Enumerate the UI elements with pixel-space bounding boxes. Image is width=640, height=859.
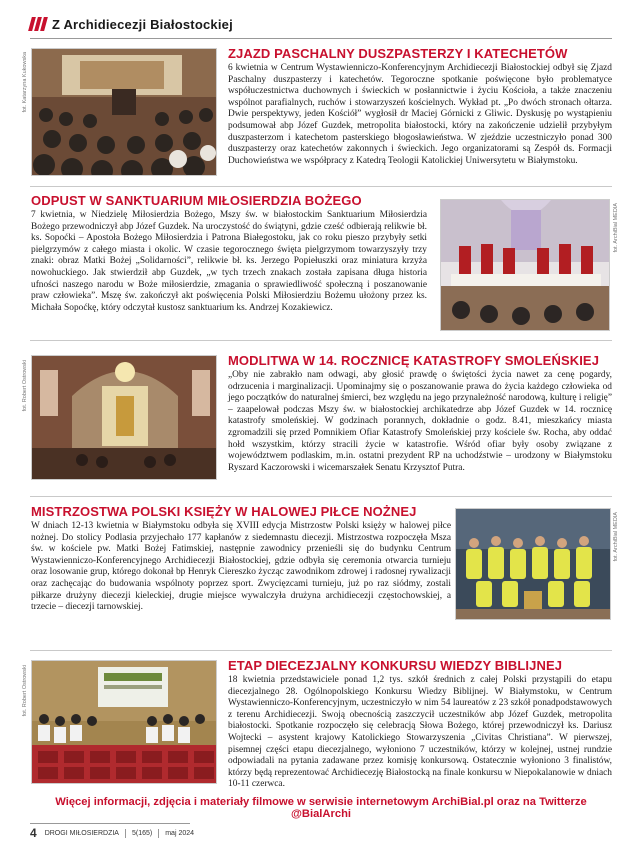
article-4-photo <box>455 508 611 620</box>
article-2-photo <box>440 199 610 331</box>
article-3-body: „Oby nie zabrakło nam odwagi, aby głosić prawdę o świętości życia nawet za cenę pogardy, odrzucenia i marginalizacji. Upominajmy się o poszanowanie prawa do życia każdego człowieka od jego początków do naturalnej śmierci, bez względu na jego przynależność narodową, kulturę i religię” – zaapelował podczas Mszy św. w białostockiej archikatedrze abp Józef Guzdek w 14. rocznicę katastrofy smoleńskiej. W godzinach porannych, dokładnie o godz. 8.41, mieszkańcy miasta zgromadzili się przed Pomnikiem Ofiar Katastrofy Smoleńskiej przy kościele św. Rocha, aby oddać hołd wszystkim, którzy stracili życie w katastrofie. Wśród ofiar były osoby związane z województwem podlaskim, m.in. ostatni prezydent RP na uchodźstwie – urodzony w Białymstoku Ryszard Kaczorowski i wicemarszałek Senatu Krzysztof Putra. <box>228 370 612 473</box>
article-divider <box>30 186 612 187</box>
article-2-title: ODPUST W SANKTUARIUM MIŁOSIERDZIA BOŻEGO <box>31 193 362 208</box>
photo-credit-3: fot. Robert Ostrowski <box>22 360 28 412</box>
issue-date: maj 2024 <box>165 829 195 837</box>
photo-credit-1: fot. Katarzyna Kukowska <box>22 52 28 113</box>
footer-divider <box>30 823 190 824</box>
footer-separator <box>158 829 159 838</box>
article-5-title: ETAP DIECEZJALNY KONKURSU WIEDZY BIBLIJNEJ <box>228 658 563 673</box>
article-1-title: ZJAZD PASCHALNY DUSZPASTERZY I KATECHETÓW <box>228 46 568 61</box>
photo-credit-5: fot. Robert Ostrowski <box>22 665 28 717</box>
article-3-photo <box>31 355 217 480</box>
article-4-title: MISTRZOSTWA POLSKI KSIĘŻY W HALOWEJ PIŁCE NOŻNEJ <box>31 504 417 519</box>
article-2-body: 7 kwietnia, w Niedzielę Miłosierdzia Bożego, Mszy św. w białostockim Sanktuarium Miłosierdzia Bożego przewodniczył abp Józef Guzdek. Na uroczystość do świątyni, gdzie cześć odbierają relikwie bł. ks. Sopoćki – Apostoła Bożego Miłosierdzia i Patrona Białegostoku, jak co roku pieszo przybyły setki pielgrzymów z całego miasta i okolic. W czasie tegorocznego święta pielgrzymom towarzyszyły trzy znaki: obraz Matki Bożej „Solidarności”, relikwie bł. ks. Jerzego Popiełuszki oraz miniatura krzyża nowohuckiego. Jak stwierdził abp Guzdek, „w tych trzech znakach została zapisana długa historia ufności naszego narodu w Boże miłosierdzie, zmagania o sprawiedliwość społeczną i poszanowanie praw człowieka”. Mszę św. zakończył akt poświęcenia Polski Miłosierdziu Bożemu ułożony przez ks. Michała Sopoćkę, który odczytał kustosz sanktuarium ks. Andrzej Kozakiewicz. <box>31 210 427 313</box>
footer-separator <box>125 829 126 838</box>
photo-credit-4: fot. ArchiBial MEDIA <box>613 512 619 562</box>
issue-number: 5(165) <box>131 829 153 837</box>
page-footer <box>30 826 194 840</box>
article-divider <box>30 650 612 651</box>
page-number: 4 <box>30 826 37 840</box>
article-1-body: 6 kwietnia w Centrum Wystawienniczo-Konferencyjnym Archidiecezji Białostockiej odbył się Zjazd Paschalny duszpasterzy i katechetów. Tegoroczne spotkanie poświęcone było problematyce współuczestnictwa duchownych i świeckich w posłannictwie i życiu Kościoła, a także znaczeniu wspólnot parafialnych, ruchów i stowarzyszeń kościelnych. Wykład pt. „Po dwóch stronach ołtarza. Dwie perspektywy, jeden Kościół” wygłosił dr Maciej Górnicki z Gliwic. Dyskusję po wystąpieniu podsumował abp Józef Guzdek, metropolita białostocki, który na zakończenie udzielił przybyłym duszpasterzom i katechetom pasterskiego błogosławieństwa. W zjeździe uczestniczyło ponad 300 duszpasterzy oraz katechetów zakonnych i świeckich. Jego organizatorami są Zespół ds. Formacji Duchowieństwa we współpracy z Katedrą Teologii Katolickiej Uniwersytetu w Białymstoku. <box>228 63 612 166</box>
article-5-photo <box>31 660 217 784</box>
article-3-title: MODLITWA W 14. ROCZNICĘ KATASTROFY SMOLEŃSKIEJ <box>228 353 600 368</box>
photo-credit-2: fot. ArchiBial MEDIA <box>613 203 619 253</box>
more-info-banner: Więcej informacji, zdjęcia i materiały filmowe w serwisie internetowym ArchiBial.pl oraz na Twitterze @BialArchi <box>55 796 587 820</box>
magazine-name: DROGI MIŁOSIERDZIA <box>44 829 119 837</box>
article-4-body: W dniach 12-13 kwietnia w Białymstoku odbyła się XVIII edycja Mistrzostw Polski księży w halowej piłce nożnej. Do stolicy Podlasia przyjechało 177 kapłanów z siedemnastu diecezji. Mistrzostwa rozpoczęła Msza św. w kościele pw. Matki Bożej Fatimskiej, następnie zawodnicy przenieśli się do budynku Centrum Wystawienniczo-Konferencyjnego Archidiecezji Białostockiej, gdzie odbyła się ceremonia otwarcia turnieju oraz losowanie grup, którego dokonał bp Henryk Ciereszko życząc zawodnikom zdrowej i radosnej rywalizacji oraz zachęcając do budowania wspólnoty poprzez sport. Zwycięzcami turnieju, już po raz siódmy, zostali piłkarze drużyny diecezji kieleckiej, drugie miejsce wywalczyła drużyna archidiecezji częstochowskiej, a trzecie – diecezji tarnowskiej. <box>31 521 451 613</box>
article-divider <box>30 496 612 497</box>
header-stripes-icon <box>30 17 46 31</box>
article-5-body: 18 kwietnia przedstawiciele ponad 1,2 tys. szkół średnich z całej Polski przystąpili do etapu diecezjalnego 28. Ogólnopolskiego Konkursu Wiedzy Biblijnej. W Białymstoku, w Centrum Wystawienniczo-Konferencyjnym, uczestniczyło w nim 54 laureatów z 23 szkół ponadpodstawowych z terenu Archidiecezji. Swoją obecnością zaszczycił uczestników abp Józef Guzdek, metropolita białostocki. Spotkanie rozpoczęło się celebracją Słowa Bożego, której przewodniczył ks. Dariusz Wojtecki – asystent krajowy Katolickiego Stowarzyszenia „Civitas Christiana”. W pierwszej, pisemnej części etapu diecezjalnego, wyłoniono 7 uczestników, którzy w kolejnej, ustnej rundzie odpowiadali na pytania zadawane przez komisję konkursową. Ostatecznie wyłoniono 3 finalistów, którzy będą reprezentować Archidiecezję Białostocką na finale konkursu w Niepokalanowie w dniach 10-11 czerwca. <box>228 675 612 790</box>
section-header <box>30 14 233 34</box>
article-divider <box>30 340 612 341</box>
section-title: Z Archidiecezji Białostockiej <box>52 16 233 32</box>
article-1-photo <box>31 48 217 176</box>
header-divider <box>30 38 612 39</box>
